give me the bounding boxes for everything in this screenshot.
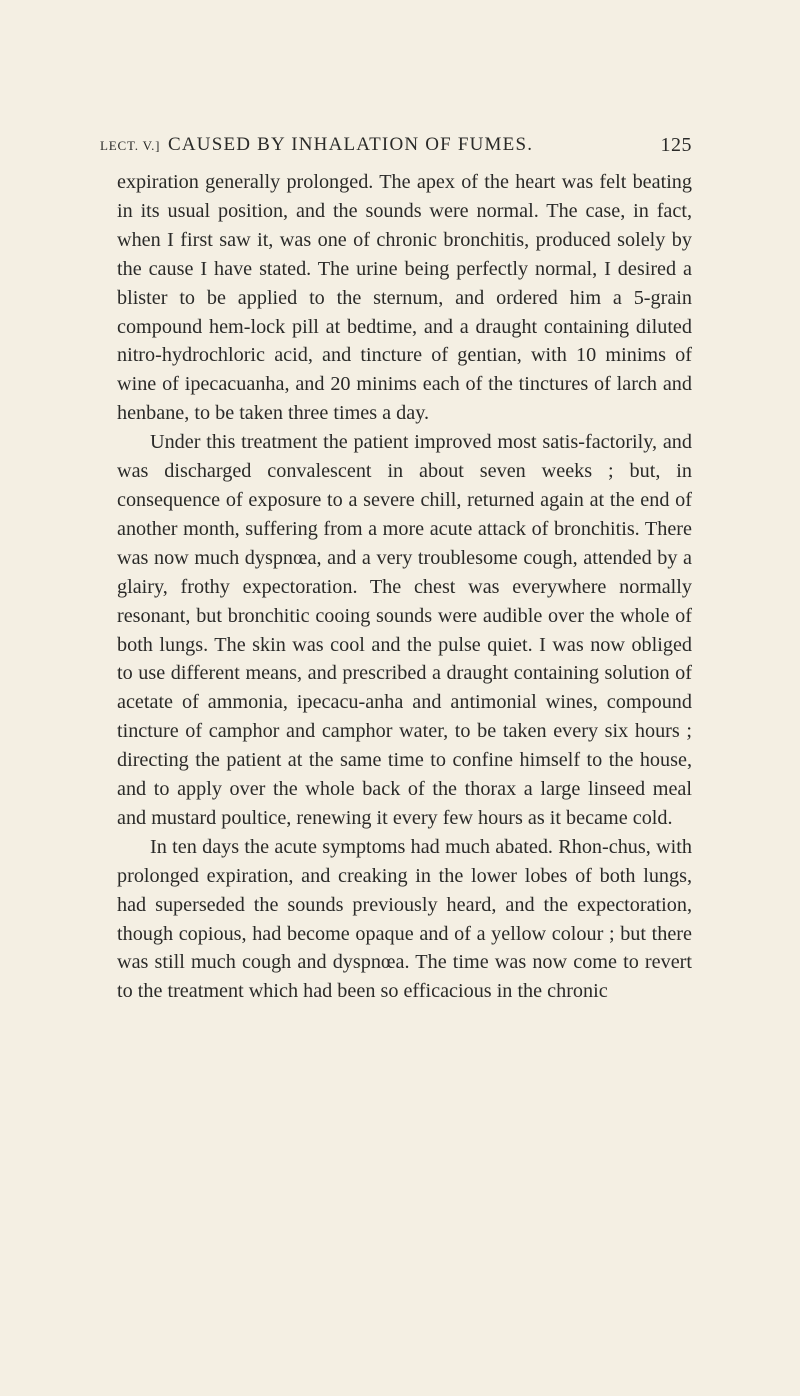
running-head — [100, 134, 692, 164]
paragraph-3: In ten days the acute symptoms had much abated. Rhon-chus, with prolonged expiration, and creaking in the lower lobes of both lungs, had superseded the sounds previously heard, and the expectoration, though copious, had become opaque and of a yellow colour ; but there was still much cough and dyspnœa. The time was now come to revert to the treatment which had been so efficacious in the chronic — [117, 835, 692, 1003]
lecture-marker: LECT. V.] — [100, 138, 161, 153]
page-number: 125 — [660, 134, 692, 156]
paragraph-1: expiration generally prolonged. The apex of the heart was felt beating in its usual position, and the sounds were normal. The case, in fact, when I first saw it, was one of chronic bronchitis, produced solely by the cause I have stated. The urine being perfectly normal, I desired a blister to be applied to the sternum, and ordered him a 5-grain compound hem-lock pill at bedtime, and a draught containing diluted nitro-hydrochloric acid, and tincture of gentian, with 10 minims of wine of ipecacuanha, and 20 minims each of the tinctures of larch and henbane, to be taken three times a day. — [117, 171, 692, 425]
body-text — [117, 168, 692, 1006]
chapter-heading: CAUSED BY INHALATION OF FUMES. — [168, 134, 534, 155]
paragraph-2: Under this treatment the patient improved most satis-factorily, and was discharged convalescent in about seven weeks ; but, in consequence of exposure to a severe chill, returned again at the end of another month, suffering from a more acute attack of bronchitis. There was now much dyspnœa, and a very troublesome cough, attended by a glairy, frothy expectoration. The chest was everywhere normally resonant, but bronchitic cooing sounds were audible over the whole of both lungs. The skin was cool and the pulse quiet. I was now obliged to use different means, and prescribed a draught containing solution of acetate of ammonia, ipecacu-anha and antimonial wines, compound tincture of camphor and camphor water, to be taken every six hours ; directing the patient at the same time to confine himself to the house, and to apply over the whole back of the thorax a large linseed meal and mustard poultice, renewing it every few hours as it became cold. — [117, 431, 692, 829]
